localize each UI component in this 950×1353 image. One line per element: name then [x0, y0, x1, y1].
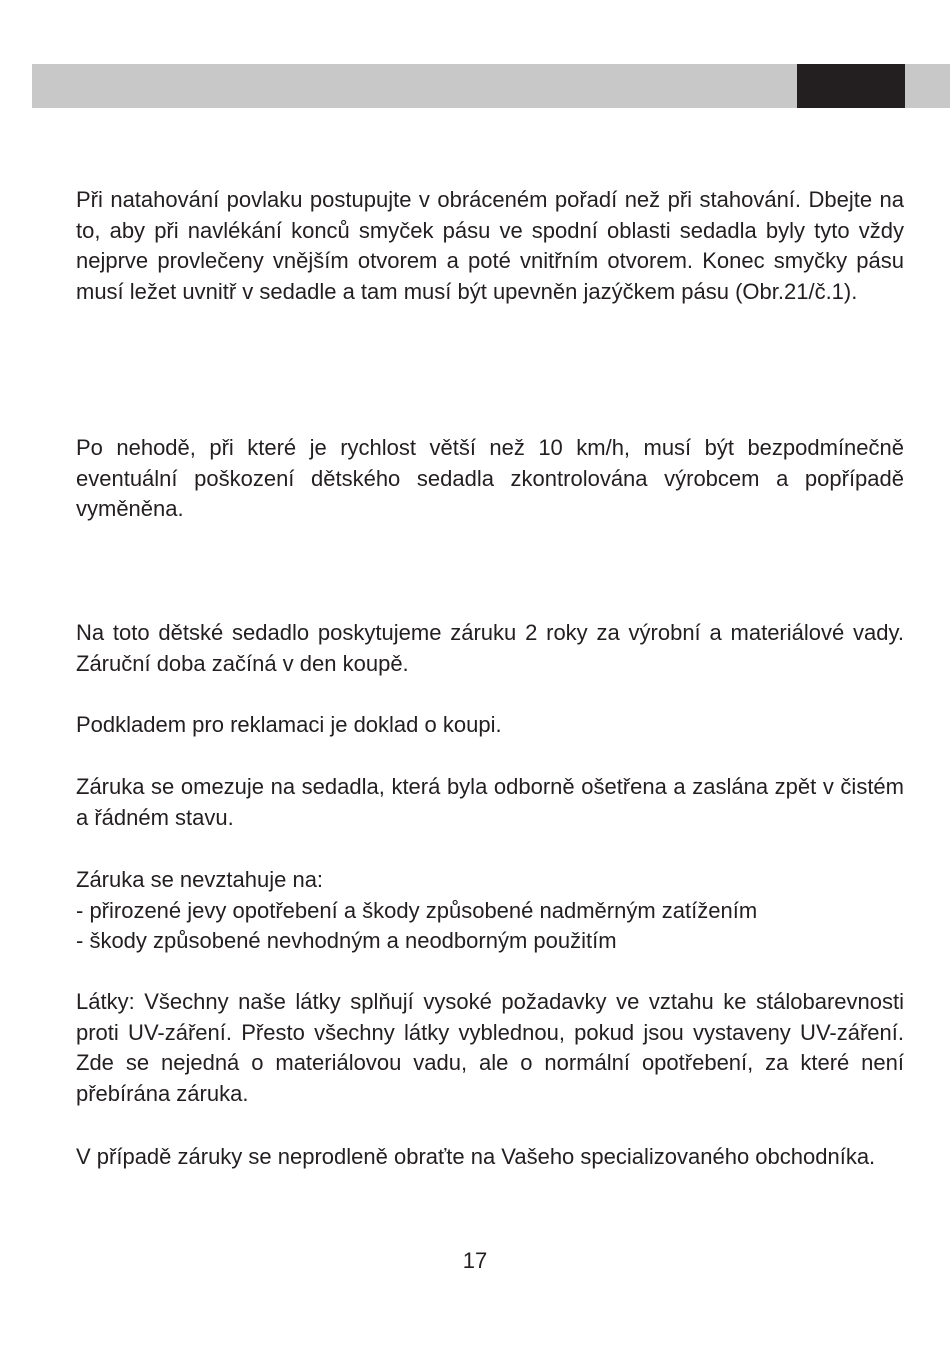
paragraph-after-accident: Po nehodě, při které je rychlost větší než 10 km/h, musí být bezpodmínečně eventuální poškození dětského sedadla zkontrolována výrobcem a popřípadě vyměněna. — [76, 435, 904, 521]
paragraph-fabrics: Látky: Všechny naše látky splňují vysoké požadavky ve vztahu ke stálobarevnosti proti UV-záření. Přesto všechny látky vyblednou, pokud jsou vystaveny UV-záření. Zde se nejedná o materiálovou vadu, ale o normální opotřebení, za které není přebírána záruka. — [76, 989, 904, 1106]
paragraph-claim-basis: Podkladem pro reklamaci je doklad o koupi. — [76, 712, 502, 737]
paragraph-cover-fitting: Při natahování povlaku postupujte v obráceném pořadí než při stahování. Dbejte na to, aby při navlékání konců smyček pásu ve spodní oblasti sedadla byly tyto vždy nejprve provlečeny vnějším otvorem a poté vnitřním otvorem. Konec smyčky pásu musí ležet uvnitř v sedadle a tam musí být upevněn jazýčkem pásu (Obr.21/č.1). — [76, 187, 904, 304]
exclusion-item: - přirozené jevy opotřebení a škody způsobené nadměrným zatížením — [76, 897, 758, 923]
paragraph-warranty-period: Na toto dětské sedadlo poskytujeme záruku 2 roky za výrobní a materiálové vady. Záruční doba začíná v den koupě. — [76, 620, 904, 676]
exclusions-list — [76, 865, 904, 957]
page-number: 17 — [462, 1248, 488, 1273]
header-tab-block — [797, 64, 905, 108]
exclusion-item: - škody způsobené nevhodným a neodborným použitím — [76, 928, 617, 953]
exclusions-intro: Záruka se nevztahuje na: — [76, 867, 324, 892]
paragraph-warranty-limit: Záruka se omezuje na sedadla, která byla odborně ošetřena a zaslána zpět v čistém a řádném stavu. — [76, 774, 904, 830]
paragraph-contact-dealer: V případě záruky se neprodleně obraťte na Vašeho specializovaného obchodníka. — [76, 1144, 876, 1169]
